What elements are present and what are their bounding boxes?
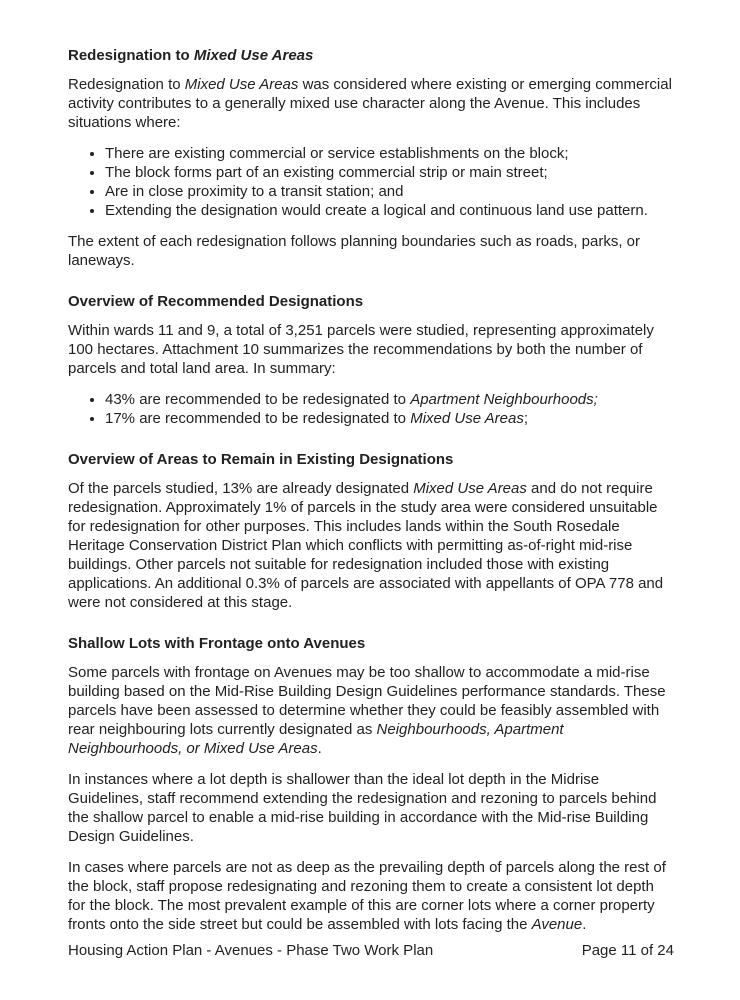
text-run: 17% are recommended to be redesignated to	[105, 410, 411, 427]
paragraph	[68, 770, 672, 846]
text-run: Overview of Areas to Remain in Existing Designations	[68, 451, 454, 468]
italic-text-run: Mixed Use Areas	[410, 410, 524, 427]
text-run: Are in close proximity to a transit station; and	[105, 183, 404, 200]
paragraph	[68, 75, 672, 132]
text-run: 43% are recommended to be redesignated to	[105, 391, 411, 408]
text-run: .	[582, 916, 587, 933]
text-run: was considered where existing or emerging commercial activity contributes to a generally mixed use character along the Avenue. This includes situations where:	[68, 76, 672, 131]
text-run: There are existing commercial or service establishments on the block;	[105, 145, 569, 162]
text-run: Of the parcels studied, 13% are already designated	[68, 480, 414, 497]
bullet-item	[105, 182, 672, 201]
paragraph	[68, 858, 672, 934]
italic-text-run: Neighbourhoods, Apartment Neighbourhoods, or Mixed Use Areas	[68, 721, 564, 757]
italic-text-run: Mixed Use Areas	[193, 47, 314, 64]
paragraph	[68, 232, 672, 270]
italic-text-run: Mixed Use Areas	[184, 76, 299, 93]
bullet-list	[68, 390, 672, 428]
bullet-item	[105, 409, 672, 428]
paragraph	[68, 479, 672, 612]
text-run: The extent of each redesignation follows planning boundaries such as roads, parks, or laneways.	[68, 233, 641, 269]
text-run: In cases where parcels are not as deep as the prevailing depth of parcels along the rest of the block, staff propose redesignating and rezoning them to create a consistent lot depth for the block. The most prevalent example of this are corner lots where a corner property fronts onto the side street but could be assembled with lots facing the	[68, 859, 666, 933]
bullet-item	[105, 201, 672, 220]
text-run: Redesignation to	[68, 76, 185, 93]
text-run: and do not require redesignation. Approximately 1% of parcels in the study area were considered unsuitable for redesignation for other purposes. This includes lands within the South Rosedale Heritage Conservation District Plan which conflicts with permitting as-of-right mid-rise buildings. Other parcels not suitable for redesignation included those with existing applications. An additional 0.3% of parcels are associated with appellants of OPA 778 and were not considered at this stage.	[68, 480, 664, 611]
footer-page-number: Page 11 of 24	[581, 942, 674, 959]
bullet-list	[68, 144, 672, 220]
text-run: The block forms part of an existing commercial strip or main street;	[105, 164, 548, 181]
text-run: Extending the designation would create a logical and continuous land use pattern.	[105, 202, 648, 219]
text-run: .	[317, 740, 322, 757]
section-heading	[68, 292, 672, 311]
italic-text-run: Apartment Neighbourhoods;	[410, 391, 598, 408]
italic-text-run: Mixed Use Areas	[413, 480, 527, 497]
footer-doc-title: Housing Action Plan - Avenues - Phase Two Work Plan	[68, 942, 434, 959]
bullet-item	[105, 390, 672, 409]
section-heading	[68, 634, 672, 653]
text-run: Some parcels with frontage on Avenues may be too shallow to accommodate a mid-rise building based on the Mid-Rise Building Design Guidelines performance standards. These parcels have been assessed to determine whether they could be feasibly assembled with rear neighbouring lots currently designated as	[68, 664, 666, 738]
section-heading	[68, 450, 672, 469]
text-run: Overview of Recommended Designations	[68, 293, 364, 310]
section-heading	[68, 46, 672, 65]
paragraph	[68, 663, 672, 758]
text-run: Redesignation to	[68, 47, 194, 64]
text-run: ;	[523, 410, 529, 427]
italic-text-run: Avenue	[531, 916, 583, 933]
page-footer	[68, 941, 674, 960]
bullet-item	[105, 163, 672, 182]
text-run: In instances where a lot depth is shallower than the ideal lot depth in the Midrise Guidelines, staff recommend extending the redesignation and rezoning to parcels behind the shallow parcel to enable a mid-rise building in accordance with the Mid-rise Building Design Guidelines.	[68, 771, 657, 845]
text-run: Within wards 11 and 9, a total of 3,251 parcels were studied, representing approximately 100 hectares. Attachment 10 summarizes the recommendations by both the number of parcels and total land area. In summary:	[68, 322, 654, 377]
bullet-item	[105, 144, 672, 163]
document-blocks	[68, 46, 672, 946]
paragraph	[68, 321, 672, 378]
text-run: Shallow Lots with Frontage onto Avenues	[68, 635, 366, 652]
